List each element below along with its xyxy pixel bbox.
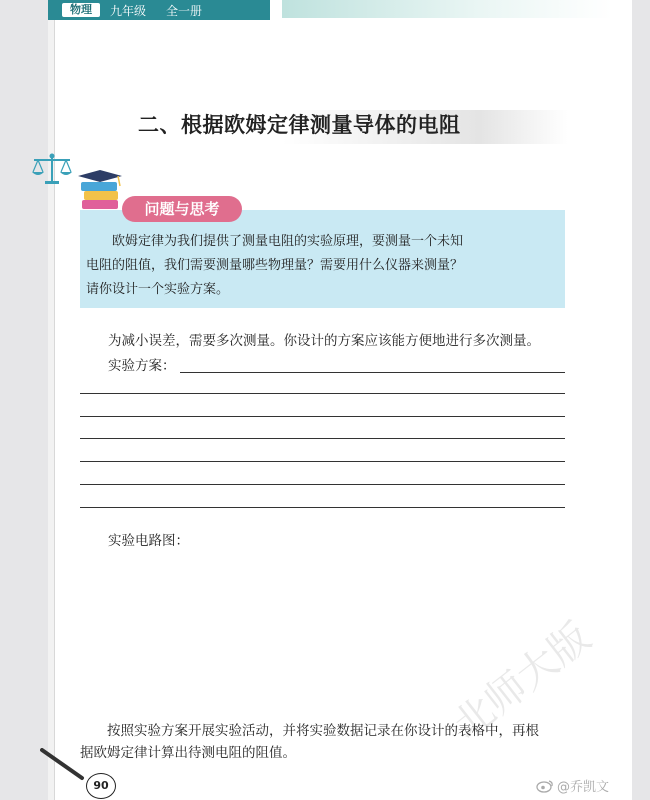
- grade-label: 九年级: [110, 3, 147, 18]
- instruction-text: 为减小误差，需要多次测量。你设计的方案应该能方便地进行多次测量。: [108, 333, 540, 349]
- binding-strip: [48, 0, 55, 800]
- final-line-1: 按照实验方案开展实验活动，并将实验数据记录在你设计的表格中，再根: [107, 723, 539, 739]
- answer-line-3[interactable]: [80, 416, 565, 417]
- answer-line-1[interactable]: [180, 372, 565, 373]
- watermark: 北师大版: [444, 613, 600, 749]
- header-bar: [48, 0, 270, 20]
- answer-line-7[interactable]: [80, 507, 565, 508]
- weibo-watermark: [536, 776, 609, 795]
- subject-badge: 物理: [62, 3, 100, 17]
- answer-line-4[interactable]: [80, 438, 565, 439]
- think-text: [86, 230, 556, 302]
- answer-line-6[interactable]: [80, 484, 565, 485]
- section-title: 二、根据欧姆定律测量导体的电阻: [128, 110, 568, 144]
- books-icon: [78, 170, 128, 214]
- weibo-icon: [536, 779, 554, 793]
- think-line-3: 请你设计一个实验方案。: [86, 282, 230, 297]
- page-number: 90: [86, 773, 116, 799]
- weibo-user: @乔凯文: [557, 780, 610, 795]
- volume-label: 全一册: [166, 3, 203, 18]
- think-line-2: 电阻的阻值，我们需要测量哪些物理量？需要用什么仪器来测量？: [86, 258, 464, 273]
- answer-line-2[interactable]: [80, 393, 565, 394]
- final-line-2: 据欧姆定律计算出待测电阻的阻值。: [80, 745, 296, 761]
- balance-scale-icon: [30, 152, 74, 186]
- header-gradient: [282, 0, 612, 18]
- think-label: 问题与思考: [122, 196, 242, 222]
- think-line-1: 欧姆定律为我们提供了测量电阻的实验原理，要测量一个未知: [112, 234, 464, 249]
- answer-line-5[interactable]: [80, 461, 565, 462]
- circuit-label: 实验电路图：: [108, 533, 189, 549]
- plan-label: 实验方案：: [108, 358, 176, 374]
